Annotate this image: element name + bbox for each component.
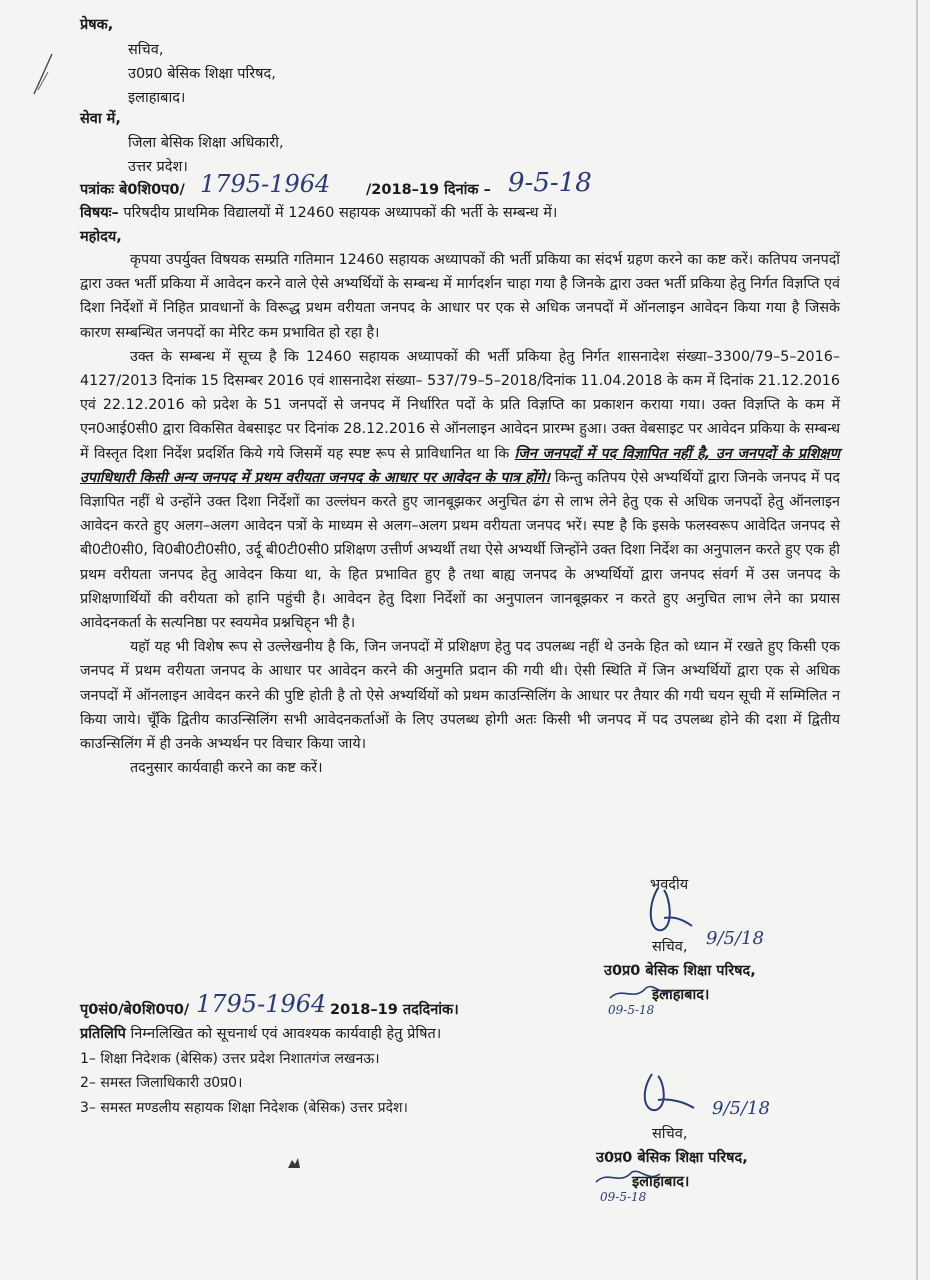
sender-label: प्रेषक, — [80, 17, 114, 33]
signature-2-place: इलाहाबाद। — [632, 1174, 690, 1190]
salutation: महोदय, — [80, 229, 122, 245]
pen-stroke-mark — [28, 50, 58, 100]
copy-ref-handwritten-number: 1795-1964 — [196, 990, 327, 1018]
signature-1-org: उ0प्र0 बेसिक शिक्षा परिषद, — [604, 963, 756, 979]
body-paragraph-3: यहॉ यह भी विशेष रूप से उल्लेखनीय है कि, जिन जनपदों में प्रशिक्षण हेतु पद उपलब्ध नहीं थे उनके हित को ध्यान में रखते हुए किसी एक जनपद में प्रथम वरीयता जनपद के आधार पर आवेदन करने की अनुमति प्रदान की गयी थी। ऐसी स्थिति में जिन अभ्यर्थियों द्वारा एक से अधिक जनपदों में ऑनलाइन आवेदन करने की पुष्टि होती है तो ऐसे अभ्यर्थियों को प्रथम काउन्सिलिंग के आधार पर तैयार की गयी चयन सूची में सम्मिलित न किया जाये। चूँकि द्वितीय काउन्सिलिंग सभी आवेदनकर्ताओं के लिए उपलब्ध होगी अतः किसी भी जनपद में पद उपलब्ध होने की दशा में द्वितीय काउन्सिलिंग में ही उनके अभ्यर्थन पर विचार किया जाये। — [80, 639, 840, 753]
subject-text: परिषदीय प्राथमिक विद्यालयों में 12460 सहायक अध्यापकों की भर्ती के सम्बन्ध में। — [123, 205, 558, 221]
signature-2-org: उ0प्र0 बेसिक शिक्षा परिषद, — [596, 1150, 748, 1166]
sender-line-1: सचिव, — [128, 42, 164, 58]
copy-ref-label: पृ0सं0/बे0शि0प0/ — [80, 1002, 190, 1018]
recipient-label: सेवा में, — [80, 111, 121, 127]
copy-list-item-3: 3– समस्त मण्डलीय सहायक शिक्षा निदेशक (बेसिक) उत्तर प्रदेश। — [80, 1100, 408, 1116]
initial-scribble-1 — [608, 980, 678, 1004]
initial-date-1: 09-5-18 — [608, 1003, 655, 1017]
signature-1-title: सचिव, — [652, 939, 688, 955]
body-paragraph-4: तदनुसार कार्यवाही करने का कष्ट करें। — [130, 760, 323, 777]
recipient-line-1: जिला बेसिक शिक्षा अधिकारी, — [128, 135, 284, 151]
initial-scribble-2 — [594, 1166, 664, 1188]
copy-list-item-2: 2– समस्त जिलाधिकारी उ0प्र0। — [80, 1075, 243, 1091]
letter-ref-handwritten-date: 9-5-18 — [508, 168, 592, 198]
copy-list-item-1: 1– शिक्षा निदेशक (बेसिक) उत्तर प्रदेश निशातगंज लखनऊ। — [80, 1051, 380, 1067]
ink-blot — [286, 1156, 302, 1170]
body-paragraph-2-emphasis: जिन जनपदों में पद विज्ञापित नहीं है, उन जनपदों के प्रशिक्षण उपाधिधारी किसी अन्य जनपद में प्रथम वरीयता जनपद के आधार पर आवेदन के पात्र होंगे। — [80, 445, 840, 486]
body-paragraph-2-after: किन्तु कतिपय ऐसे अभ्यर्थियों द्वारा जिनके जनपद में पद विज्ञापित नहीं थे उन्होंने उक्त दिशा निर्देशों का उल्लंघन करते हुए जानबूझकर अनुचित ढंग से लाभ लेने हेतु एक से अधिक जनपदों हेतु ऑनलाइन आवेदन करते हुए अलग–अलग आवेदन पत्रों के माध्यम से अलग–अलग प्रथम वरीयता जनपद भरें। स्पष्ट है कि इसके फलस्वरूप आवेदित जनपद से बी0टी0सी0, वि0बी0टी0सी0, उर्दू बी0टी0सी0 प्रशिक्षण उत्तीर्ण अभ्यर्थी तथा ऐसे अभ्यर्थी जिन्होंने उक्त दिशा निर्देश का अनुपालन करते हुए एक ही प्रथम वरीयता जनपद हेतु आवेदन किया था, के हित प्रभावित हुए है तथा बाह्य जनपद के अभ्यर्थियों द्वारा जनपद संवर्ग में उस जनपद के प्रशिक्षणार्थियों की वरीयता को हानि पहुंची है। आवेदन हेतु दिशा निर्देशों का अनुपालन जानबूझकर न करते हुए अनुचित लाभ लेने का प्रयास आवेदनकर्ता के सत्यनिष्ठा पर स्वयमेव प्रश्नचिह्‌न भी है। — [80, 469, 841, 632]
subject-line — [80, 201, 557, 226]
signature-1-place: इलाहाबाद। — [652, 987, 710, 1003]
letter-ref-handwritten-number: 1795-1964 — [200, 170, 331, 198]
letter-ref-label: पत्रांकः बे0शि0प0/ — [80, 182, 185, 198]
subject-label: विषयः– — [80, 205, 119, 221]
copy-intro-label: प्रतिलिपि — [80, 1026, 126, 1042]
recipient-line-2: उत्तर प्रदेश। — [128, 159, 188, 175]
body-paragraph-1: कृपया उपर्युक्त विषयक सम्प्रति गतिमान 12460 सहायक अध्यापकों की भर्ती प्रकिया का संदर्भ ग्रहण करने का कष्ट करें। कतिपय जनपदों द्वारा उक्त भर्ती प्रकिया में आवेदन करने वाले ऐसे अभ्यर्थियों के सम्बन्ध में मार्गदर्शन चाहा गया है जिनके द्वारा उक्त भर्ती प्रकिया हेतु निर्गत विज्ञप्ति एवं दिशा निर्देशों में निहित प्रावधानों के विरूद्ध प्रथम वरीयता जनपद के आधार पर एक से अधिक जनपदों में ऑनलाइन आवेदन किया गया है जिसके कारण सम्बन्धित जनपदों का मेरिट कम प्रभावित हो रहा है। — [80, 252, 840, 341]
signature-2-hand-date: 9/5/18 — [712, 1098, 770, 1119]
closing-bhavadiya: भवदीय — [650, 877, 689, 893]
letter-body — [80, 248, 840, 780]
sender-line-3: इलाहाबाद। — [128, 90, 186, 106]
initial-date-2: 09-5-18 — [600, 1190, 647, 1204]
copy-intro-text: निम्नलिखित को सूचनार्थ एवं आवश्यक कार्यवाही हेतु प्रेषित। — [130, 1026, 442, 1042]
signature-2-title: सचिव, — [652, 1126, 688, 1142]
letter-ref-year: /2018–19 दिनांक – — [366, 182, 491, 198]
copy-intro-line — [80, 1022, 441, 1047]
body-paragraph-2-before: उक्त के सम्बन्ध में सूच्य है कि 12460 सहायक अध्यापकों की भर्ती प्रकिया हेतु निर्गत शासनादेश संख्या–3300/79–5–2016–4127/2013 दिनांक 15 दिसम्बर 2016 एवं शासनादेश संख्या– 537/79–5–2018/दिनांक 11.04.2018 के कम में दिनांक 21.12.2016 एवं 22.12.2016 को प्रदेश के 51 जनपदों से जनपद में निर्धारित पदों के प्रति विज्ञप्ति का प्रकाशन कराया गया। उक्त विज्ञप्ति के कम में एन0आई0सी0 द्वारा विकसित वेबसाइट पर दिनांक 28.12.2016 से ऑनलाइन आवेदन प्रारम्भ हुआ। उक्त वेबसाइट पर आवेदन प्रकिया के सम्बन्ध में विस्तृत दिशा निर्देश प्रदर्शित किये गये जिसमें यह स्पष्ट रूप से प्राविधानित था कि — [80, 348, 840, 462]
sender-line-2: उ0प्र0 बेसिक शिक्षा परिषद, — [128, 66, 276, 82]
page-edge-line — [916, 0, 918, 1280]
signature-1-hand-date: 9/5/18 — [706, 928, 764, 949]
copy-ref-year: 2018–19 तददिनांक। — [330, 1002, 459, 1018]
body-paragraph-2 — [80, 345, 840, 635]
